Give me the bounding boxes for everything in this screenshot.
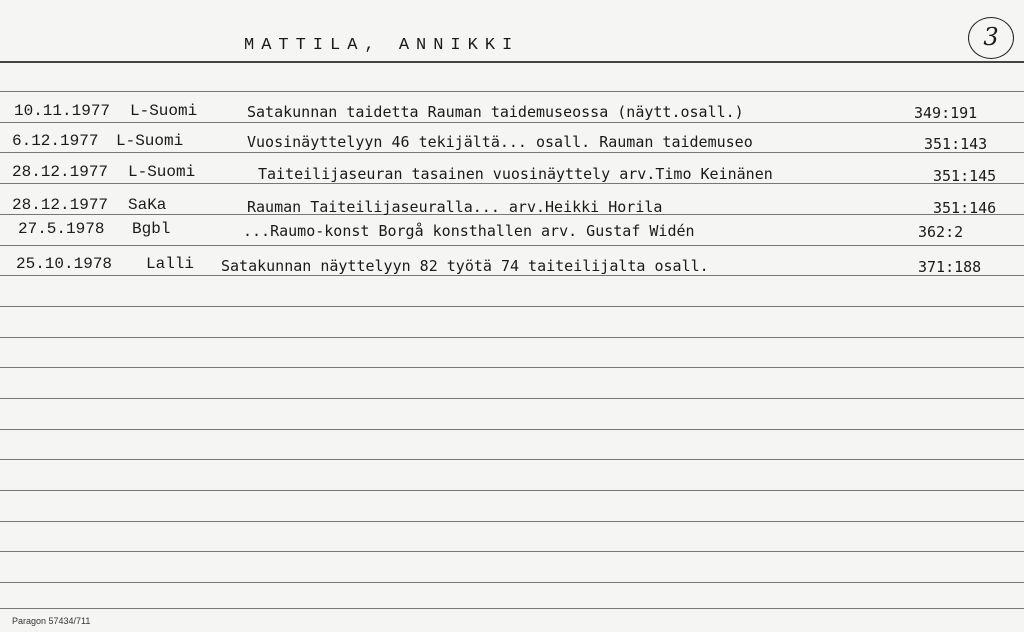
entry-description: ...Raumo-konst Borgå konsthallen arv. Gustaf Widén — [243, 222, 695, 240]
entry-reference: 351:145 — [933, 167, 997, 185]
entry-source: SaKa — [128, 196, 167, 214]
card-number-badge: 3 — [968, 17, 1014, 59]
ruled-line — [0, 91, 1024, 92]
entry-reference: 351:143 — [924, 135, 988, 153]
card-title: MATTILA, ANNIKKI — [244, 36, 520, 55]
entry-source: Bgbl — [132, 220, 171, 238]
entry-reference: 351:146 — [933, 199, 997, 217]
entry-date: 28.12.1977 — [12, 196, 109, 214]
entry-date: 10.11.1977 — [14, 102, 111, 120]
ruled-line — [0, 337, 1024, 338]
ruled-line — [0, 152, 1024, 153]
header-rule — [0, 61, 1024, 63]
ruled-line — [0, 490, 1024, 491]
entry-source: L-Suomi — [130, 102, 198, 120]
card-footer: Paragon 57434/711 — [12, 616, 91, 626]
entry-source: L-Suomi — [116, 132, 184, 150]
ruled-line — [0, 367, 1024, 368]
ruled-line — [0, 608, 1024, 609]
entry-reference: 349:191 — [914, 104, 978, 122]
ruled-line — [0, 275, 1024, 276]
entry-description: Satakunnan taidetta Rauman taidemuseossa (näytt.osall.) — [247, 103, 744, 121]
entry-source: L-Suomi — [128, 163, 196, 181]
entry-reference: 362:2 — [918, 223, 964, 241]
entry-date: 27.5.1978 — [18, 220, 105, 238]
entry-description: Vuosinäyttelyyn 46 tekijältä... osall. Rauman taidemuseo — [247, 133, 753, 151]
entry-source: Lalli — [146, 255, 195, 273]
ruled-line — [0, 459, 1024, 460]
ruled-line — [0, 122, 1024, 123]
ruled-line — [0, 398, 1024, 399]
ruled-line — [0, 429, 1024, 430]
entry-reference: 371:188 — [918, 258, 982, 276]
entry-description: Satakunnan näyttelyyn 82 työtä 74 taiteilijalta osall. — [221, 257, 709, 275]
ruled-line — [0, 183, 1024, 184]
ruled-line — [0, 551, 1024, 552]
entry-date: 28.12.1977 — [12, 163, 109, 181]
entry-date: 25.10.1978 — [16, 255, 113, 273]
ruled-line — [0, 245, 1024, 246]
entry-description: Taiteilijaseuran tasainen vuosinäyttely arv.Timo Keinänen — [258, 165, 773, 183]
entry-description: Rauman Taiteilijaseuralla... arv.Heikki Horila — [247, 198, 663, 216]
entry-date: 6.12.1977 — [12, 132, 99, 150]
ruled-line — [0, 521, 1024, 522]
ruled-line — [0, 306, 1024, 307]
ruled-line — [0, 582, 1024, 583]
